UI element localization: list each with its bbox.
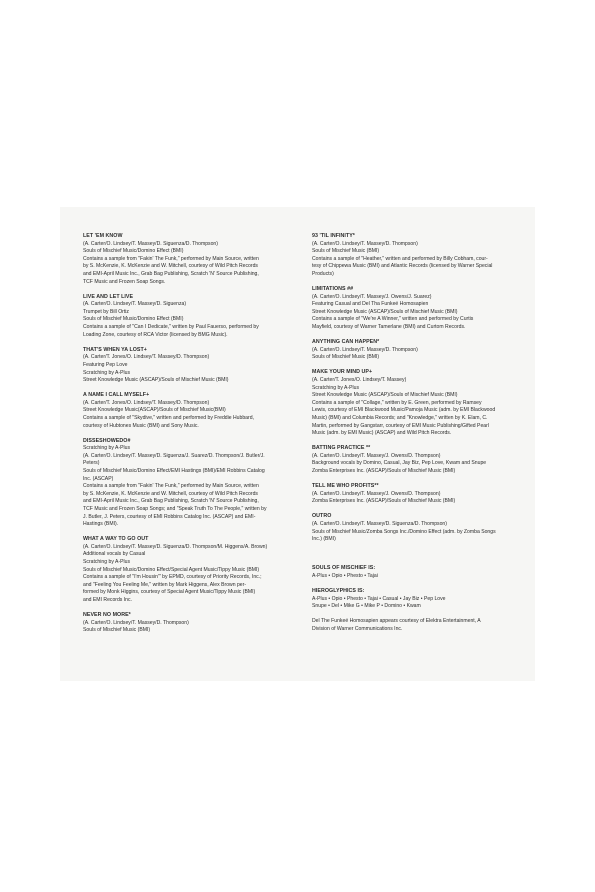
credit-line: Additional vocals by Casual (83, 551, 146, 558)
track-title: BATTING PRACTICE ** (312, 445, 371, 452)
left-column (83, 233, 305, 642)
credit-line: Scratching by A-Plus (83, 445, 130, 452)
credit-line: (A. Carter/O. Lindsey/T. Massey/J. Owens/J. Suarez) (312, 293, 432, 300)
track-title: SOULS OF MISCHIEF IS: (312, 565, 376, 572)
credit-line: and EMI-April Music Inc., Grab Bag Publishing, Scratch 'N' Source Publishing, (83, 498, 259, 505)
credit-line: Scratching by A-Plus (83, 369, 130, 376)
track-credit (83, 233, 305, 286)
credit-line: (A. Carter/T. Jones/O. Lindsey/T. Massey/D. Thompson) (83, 399, 210, 406)
credit-line: by S. McKenzie, K. McKenzie and W. Mitchell, courtesy of Wild Pitch Records (83, 263, 258, 270)
credit-line: Scratching by A-Plus (312, 384, 359, 391)
credit-line: TCF Music and Frozen Soap Songs; and "Speak Truth To The People," written by (83, 506, 267, 512)
track-title: THAT'S WHEN YA LOST+ (83, 346, 147, 353)
credit-line: (A. Carter/O. Lindsey/T. Massey/D. Thompson) (83, 619, 189, 626)
credit-line: courtesy of Hubtones Music (BMI) and Sony Music. (83, 422, 199, 429)
credit-line: Scratching by A-Plus (83, 559, 130, 566)
track-credit (312, 513, 530, 543)
liner-notes-page (60, 207, 535, 681)
credit-line: and "Feeling You Feeling Me," written by Mark Higgens, Alex Brown per- (83, 581, 247, 588)
credit-line: Hastings (BMI). (83, 521, 119, 528)
credit-line: Souls of Mischief Music (BMI) (312, 248, 380, 255)
credit-line: Street Knowledge Music(ASCAP)/Souls of Mischief Music(BMI) (83, 407, 226, 414)
credit-line: (A. Carter/T. Jones/O. Lindsey/T. Massey/D. Thompson) (83, 354, 210, 361)
credit-line: Souls of Mischief Music/Zomba Songs Inc./Domino Effect (adm. by Zomba Songs (312, 528, 496, 535)
credit-line: (A. Carter/O. Lindsey/T. Massey/D. Siguenza/D. Thompson/M. Higgens/A. Brown) (83, 543, 268, 550)
track-title: DISSESHOWEDO# (83, 437, 131, 444)
credit-line: TCF Music and Frozen Soap Songs. (83, 278, 166, 285)
credit-line: (A. Carter/O. Lindsey/T. Massey/J. Owens/D. Thompson) (312, 490, 441, 497)
track-title: TELL ME WHO PROFITS** (312, 483, 379, 490)
credit-line: A-Plus • Opio • Phesto • Tajai (312, 572, 378, 579)
credit-line: (A. Carter/O. Lindsey/T. Massey/J. Owens/D. Thompson) (312, 452, 441, 459)
track-title: WHAT A WAY TO GO OUT (83, 536, 149, 543)
spacer (312, 551, 530, 565)
group-members (312, 565, 530, 580)
credit-line: Inc.) (BMI) (312, 536, 336, 543)
credit-line: Contains a sample of "We're A Winner," written and performed by Curtis (312, 316, 474, 323)
courtesy-line: Del The Funkeé Homosapien appears courtesy of Elektra Entertainment, A (312, 618, 481, 625)
track-title: A NAME I CALL MYSELF+ (83, 392, 150, 399)
courtesy-note (312, 618, 530, 633)
credit-line: Trumpet by Bill Ortiz (83, 308, 129, 315)
track-title: NEVER NO MORE* (83, 612, 131, 619)
credit-line: Snupe • Del • Mike G • Mike P • Domino • Kwam (312, 603, 421, 610)
credit-line: formed by Monk Higgins, courtesy of Special Agent Music/Tippy Music (BMI) (83, 589, 256, 596)
track-title: 93 'TIL INFINITY* (312, 233, 355, 239)
credit-line: Street Knowledge Music (ASCAP)/Souls of Mischief Music (BMI) (312, 392, 458, 399)
credit-line: (A. Carter/O. Lindsey/T. Massey/D. Siguenza) (83, 301, 187, 308)
credit-line: (A. Carter/O. Lindsey/T. Massey/D. Siguenza/D. Thompson) (312, 521, 447, 527)
track-credit (312, 369, 530, 437)
credit-line: Inc. (ASCAP) (83, 475, 114, 482)
credit-line: Contains a sample of "I'm Housin'" by EPMD, courtesy of Priority Records, Inc.; (83, 574, 262, 581)
credit-line: Music (adm. by EMI Music) (ASCAP) and Wild Pitch Records. (312, 430, 452, 437)
credit-line: Street Knowledge Music (ASCAP)/Souls of Mischief Music (BMI) (83, 377, 229, 384)
credit-line: Peters) (83, 460, 100, 467)
credit-line: Mayfield, courtesy of Warner Tamerlane (BMI) and Curtom Records. (312, 324, 466, 331)
credit-line: Lewis, courtesy of EMI Blackwood Music/Pamoja Music (adm. by EMI Blackwood (312, 407, 496, 414)
credit-line: Street Knowledge Music (ASCAP)/Souls of Mischief Music (BMI) (312, 308, 458, 315)
credit-line: tesy of Chippewa Music (BMI) and Atlantic Records (licensed by Warner Special (312, 263, 493, 270)
credit-line: and EMI Records Inc. (83, 597, 132, 604)
credit-line: Music) (BMI) and Columbia Records; and "Knowledge," written by K. Elam, C. (312, 414, 488, 421)
right-column (312, 233, 530, 641)
credit-line: Background vocals by Domino, Casual, Jay Biz, Pep Love, Kwam and Snupe (312, 460, 487, 467)
credit-line: Products) (312, 270, 334, 277)
credit-line: (A. Carter/O. Lindsey/T. Massey/D. Thompson) (312, 346, 418, 353)
credit-line: Contains a sample of "Heather," written and performed by Billy Cobham, cour- (312, 255, 488, 262)
track-credit (312, 233, 530, 279)
credit-line: (A. Carter/O. Lindsey/T. Massey/D. Siguenza/D. Thompson) (83, 240, 218, 247)
credit-line: Souls of Mischief Music/Domino Effect/Special Agent Music/Tippy Music (BMI) (83, 566, 260, 573)
credit-line: Zomba Enterprises Inc. (ASCAP)/Souls of Mischief Music (BMI) (312, 498, 456, 505)
credit-line: Souls of Mischief Music (BMI) (83, 627, 151, 634)
credit-line: Contains a sample of "Skydive," written and performed by Freddie Hubbard, (83, 414, 254, 421)
credit-line: Souls of Mischief Music/Domino Effect/EMI Hastings (BMI)/EMI Robbins Catalog (83, 468, 265, 475)
track-credit (312, 483, 530, 506)
track-title: MAKE YOUR MIND UP+ (312, 369, 373, 376)
credit-line: Zomba Enterprises Inc. (ASCAP)/Souls of Mischief Music (BMI) (312, 468, 456, 475)
track-title: LET 'EM KNOW (83, 233, 123, 239)
track-credit (83, 347, 305, 385)
credit-line: (A. Carter/O. Lindsey/T. Massey/D. Thompson) (312, 240, 418, 247)
group-members (312, 588, 530, 611)
credit-line: A-Plus • Opio • Phesto • Tajai • Casual • Jay Biz • Pep Love (312, 595, 446, 602)
credit-line: Featuring Casual and Del Tha Funkeé Homosapien (312, 301, 429, 308)
track-title: LIVE AND LET LIVE (83, 293, 134, 300)
credit-line: Souls of Mischief Music/Domino Effect (BMI) (83, 248, 184, 255)
track-credit (312, 339, 530, 362)
credit-line: Contains a sample from "Fakin' The Funk," performed by Main Source, written (83, 255, 259, 262)
track-title: LIMITATIONS ## (312, 286, 354, 293)
credit-line: (A. Carter/T. Jones/O. Lindsey/T. Massey) (312, 377, 407, 383)
credit-line: Contains a sample of "Can I Dedicate," written by Paul Fauerso, performed by (83, 324, 259, 331)
track-title: ANYTHING CAN HAPPEN* (312, 339, 380, 346)
track-credit (83, 612, 305, 635)
track-credit (83, 392, 305, 430)
track-credit (312, 286, 530, 332)
credit-line: Contains a sample from "Fakin' The Funk," performed by Main Source, written (83, 483, 259, 490)
credit-line: Contains a sample of "Collage," written by E. Green, performed by Ramsey (312, 399, 482, 406)
credit-line: Loading Zone, courtesy of RCA Victor (licensed by BMG Music). (83, 331, 228, 338)
credit-line: Martin, performed by Gangstarr, courtesy of EMI Music Publishing/Gifted Pearl (312, 422, 489, 429)
credit-line: by S. McKenzie, K. McKenzie and W. Mitchell, courtesy of Wild Pitch Records (83, 490, 258, 497)
credit-line: Souls of Mischief Music (BMI) (312, 354, 380, 361)
track-title: OUTRO (312, 513, 332, 520)
credit-line: Souls of Mischief Music/Domino Effect (BMI) (83, 316, 184, 323)
track-credit (83, 536, 305, 604)
credit-line: Featuring Pep Love (83, 361, 128, 368)
track-credit (83, 294, 305, 340)
credit-line: (A. Carter/O. Lindsey/T. Massey/D. Siguenza/J. Suarez/D. Thompson/J. Butler/J. (83, 452, 265, 459)
courtesy-line: Division of Warner Communications Inc. (312, 625, 403, 632)
track-credit (83, 438, 305, 529)
track-credit (312, 445, 530, 475)
credit-line: J. Butler, J. Peters, courtesy of EMI Robbins Catalog Inc. (ASCAP) and EMI- (83, 513, 256, 520)
credit-line: and EMI-April Music Inc., Grab Bag Publishing, Scratch 'N' Source Publishing, (83, 270, 259, 277)
track-title: HIEROGLYPHICS IS: (312, 587, 365, 594)
